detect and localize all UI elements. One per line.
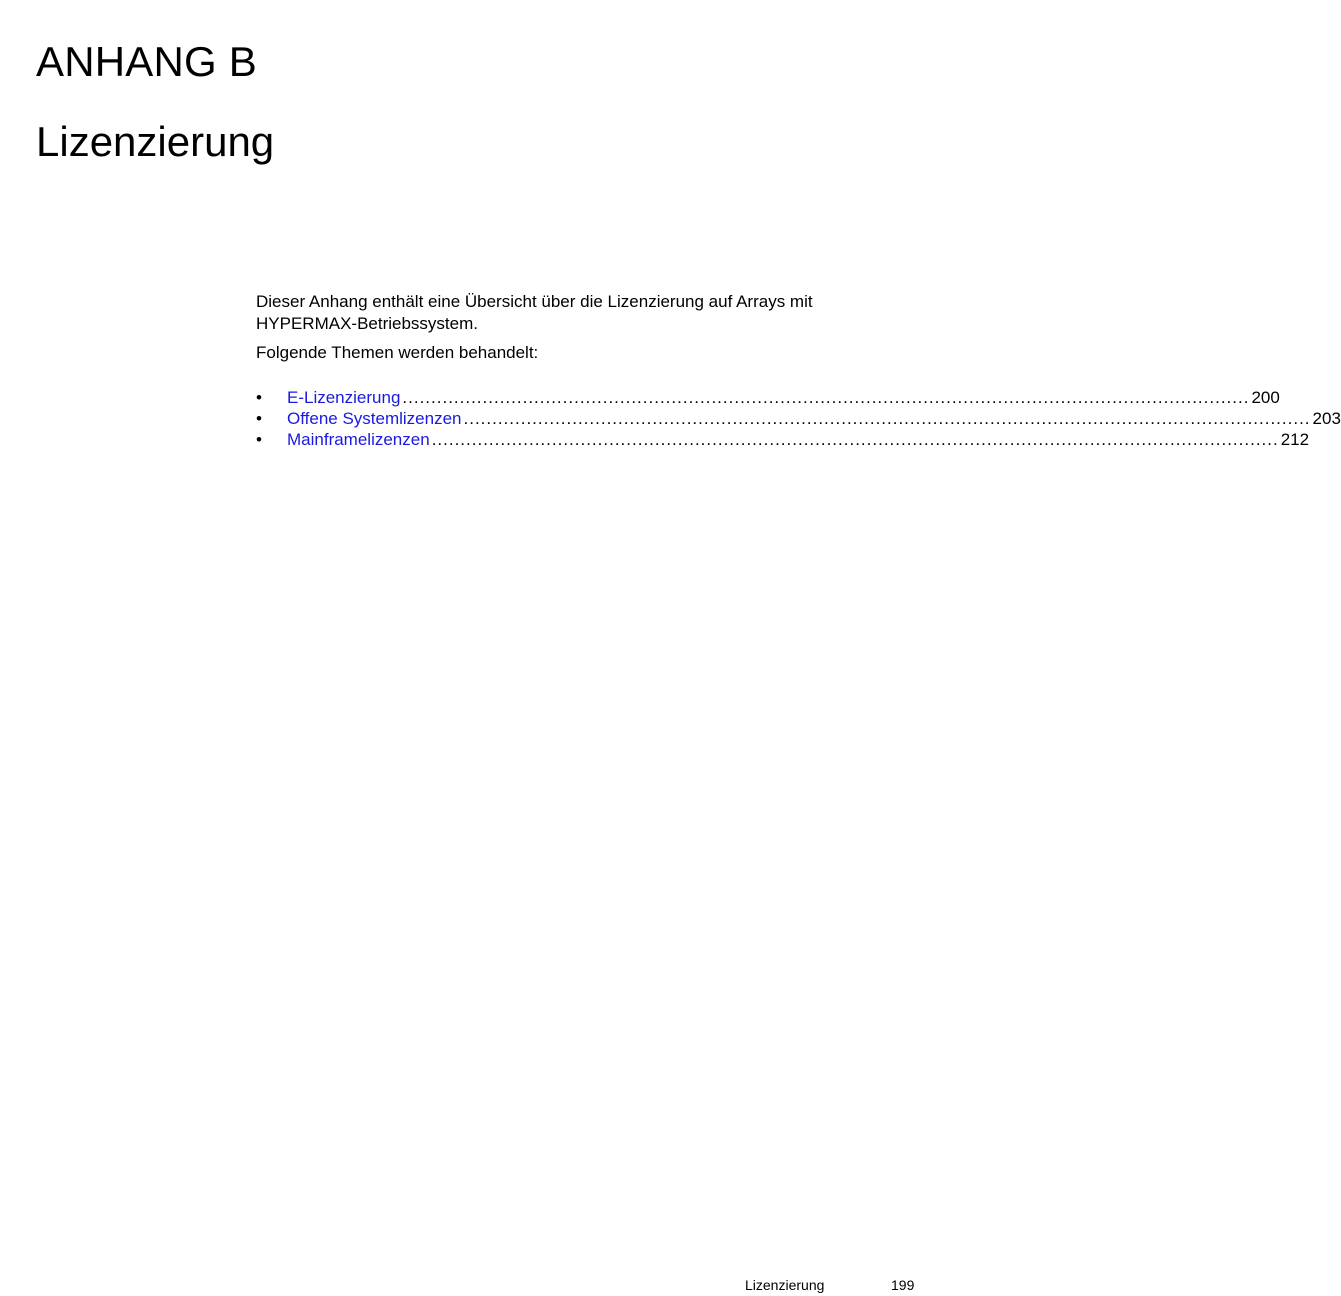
topic-list-item — [256, 408, 1341, 429]
topic-list — [256, 387, 1341, 450]
topic-page-number: 212 — [1280, 430, 1310, 449]
footer-section-title: Lizenzierung — [745, 1277, 825, 1293]
topic-link-mainframelizenzen[interactable]: Mainframelizenzen — [287, 430, 430, 449]
footer-page-number: 199 — [891, 1277, 915, 1293]
bullet: • — [256, 388, 262, 407]
topics-intro: Folgende Themen werden behandelt: — [256, 343, 539, 362]
topic-link-offene-systemlizenzen[interactable]: Offene Systemlizenzen — [287, 409, 462, 428]
topic-link-e-lizenzierung[interactable]: E-Lizenzierung — [287, 388, 401, 407]
topic-list-item — [256, 387, 1280, 408]
topic-list-item — [256, 429, 1310, 450]
topic-page-number: 203 — [1312, 409, 1341, 428]
dot-leader: .................................................................................................................................................... — [402, 388, 1250, 407]
dot-leader: .................................................................................................................................................... — [463, 409, 1311, 428]
bullet: • — [256, 409, 262, 428]
bullet: • — [256, 430, 262, 449]
intro-paragraph: Dieser Anhang enthält eine Übersicht über die Lizenzierung auf Arrays mit HYPERMAX-Betriebssystem. — [256, 292, 813, 333]
topic-page-number: 200 — [1251, 388, 1280, 407]
appendix-label: ANHANG B — [36, 38, 257, 85]
dot-leader: .................................................................................................................................................... — [431, 430, 1279, 449]
chapter-title: Lizenzierung — [36, 118, 275, 165]
